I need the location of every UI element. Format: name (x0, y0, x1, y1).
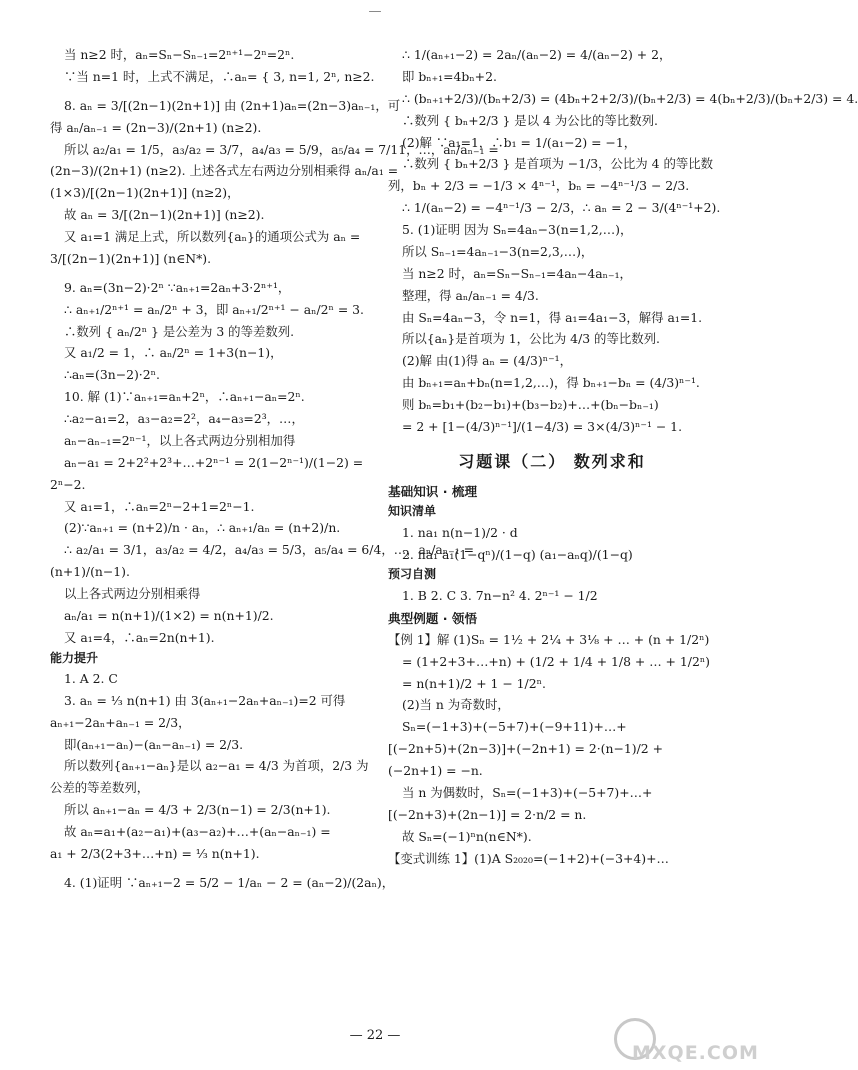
text-line: 由 bₙ₊₁=aₙ+bₙ(n=1,2,…)，得 bₙ₊₁−bₙ = (4/3)ⁿ⁻¹. (402, 375, 700, 391)
text-line: ∴ (bₙ₊₁+2/3)/(bₙ+2/3) = (4bₙ+2+2/3)/(bₙ+2/3) = 4(bₙ+2/3)/(bₙ+2/3) = 4. (402, 90, 858, 106)
text-line: 当 n≥2 时，aₙ=Sₙ−Sₙ₋₁=4aₙ−4aₙ₋₁， (402, 265, 632, 281)
watermark-logo (612, 1014, 759, 1064)
section-heading: 习题课（二） 数列求和 (458, 451, 646, 471)
text-line: ∴数列 { bₙ+2/3 } 是以 4 为公比的等比数列. (402, 112, 658, 128)
page-number: — 22 — (349, 1028, 401, 1043)
text-line: 3. aₙ = ⅓ n(n+1) 由 3(aₙ₊₁−2aₙ+aₙ₋₁)=2 可得 (64, 692, 346, 708)
example-line: (2)当 n 为奇数时， (402, 697, 510, 713)
text-line: ∴a₂−a₁=2，a₃−a₂=2²，a₄−a₃=2³，…， (64, 411, 304, 426)
text-line: 又 a₁=4，∴aₙ=2n(n+1). (64, 629, 215, 645)
text-line: 整理，得 aₙ/aₙ₋₁ = 4/3. (402, 287, 539, 303)
top-mark: — (368, 4, 382, 19)
example-line: 【例 1】解 (1)Sₙ = 1½ + 2¼ + 3⅛ + … + (n + 1/2ⁿ) (388, 631, 710, 647)
text-line: 所以{aₙ}是首项为 1，公比为 4/3 的等比数列. (402, 331, 660, 347)
text-line: 即 bₙ₊₁=4bₙ+2. (402, 68, 497, 84)
example-line: 【变式训练 1】(1)A S₂₀₂₀=(−1+2)+(−3+4)+… (388, 850, 669, 866)
text-line: 所以 a₂/a₁ = 1/5，a₃/a₂ = 3/7，a₄/a₃ = 5/9，a₅/a₄ = 7/11，…，aₙ/aₙ₋₁ = (64, 141, 499, 157)
text-line: 列，bₙ + 2/3 = −1/3 × 4ⁿ⁻¹，bₙ = −4ⁿ⁻¹/3 − 2/3. (388, 178, 690, 194)
text-line: 4. (1)证明 ∵aₙ₊₁−2 = 5/2 − 1/aₙ − 2 = (aₙ−2)/(2aₙ)， (64, 874, 395, 890)
text-line: (2n−3)/(2n+1) (n≥2). 上述各式左右两边分别相乘得 aₙ/a₁ = (50, 163, 399, 179)
text-line: ∴ aₙ₊₁/2ⁿ⁺¹ = aₙ/2ⁿ + 3，即 aₙ₊₁/2ⁿ⁺¹ − aₙ/2ⁿ = 3. (64, 301, 364, 317)
text-line: 当 n≥2 时，aₙ=Sₙ−Sₙ₋₁=2ⁿ⁺¹−2ⁿ=2ⁿ. (64, 47, 295, 62)
example-line: [(−2n+3)+(2n−1)] = 2·n/2 = n. (388, 806, 587, 822)
text-line: 又 a₁=1 满足上式，所以数列{aₙ}的通项公式为 aₙ = (64, 229, 361, 244)
text-line: (2)解 由(1)得 aₙ = (4/3)ⁿ⁻¹， (402, 353, 573, 369)
text-line: 所以 aₙ₊₁−aₙ = 4/3 + 2/3(n−1) = 2/3(n+1). (64, 802, 331, 818)
examples-heading: 典型例题 · 领悟 (388, 610, 478, 626)
example-line: = n(n+1)/2 + 1 − 1/2ⁿ. (402, 675, 546, 691)
text-line: 故 aₙ = 3/[(2n−1)(2n+1)] (n≥2). (64, 207, 265, 223)
text-line: 即(aₙ₊₁−aₙ)−(aₙ−aₙ₋₁) = 2/3. (64, 736, 244, 752)
text-line: 又 a₁=1，∴aₙ=2ⁿ−2+1=2ⁿ−1. (64, 498, 255, 514)
knowledge-item: 2. na₁ a₁(1−qⁿ)/(1−q) (a₁−aₙq)/(1−q) (402, 546, 633, 562)
example-line: = (1+2+3+…+n) + (1/2 + 1/4 + 1/8 + … + 1/2ⁿ) (402, 653, 711, 669)
text-line: (2)解 ∵a₁=1，∴b₁ = 1/(a₁−2) = −1， (402, 134, 637, 150)
example-line: 当 n 为偶数时，Sₙ=(−1+3)+(−5+7)+…+ (402, 784, 653, 800)
example-line: Sₙ=(−1+3)+(−5+7)+(−9+11)+…+ (402, 719, 627, 735)
text-line: 所以 Sₙ₋₁=4aₙ₋₁−3(n=2,3,…)， (402, 243, 594, 259)
text-line: ∴ 1/(aₙ₊₁−2) = 2aₙ/(aₙ−2) = 4/(aₙ−2) + 2， (402, 47, 672, 62)
text-line: 5. (1)证明 因为 Sₙ=4aₙ−3(n=1,2,…)， (402, 222, 633, 237)
watermark-text: MXQE.COM (632, 1042, 759, 1064)
text-line: 3/[(2n−1)(2n+1)] (n∈N*). (50, 250, 212, 266)
text-line: ∴ a₂/a₁ = 3/1，a₃/a₂ = 4/2，a₄/a₃ = 5/3，a₅/a₄ = 6/4，…，aₙ/aₙ₋₁ = (64, 542, 474, 558)
example-line: 故 Sₙ=(−1)ⁿn(n∈N*). (402, 828, 532, 844)
text-line: ∵当 n=1 时，上式不满足，∴aₙ= { 3, n=1, 2ⁿ, n≥2. (64, 68, 375, 84)
text-line: ∴数列 { aₙ/2ⁿ } 是公差为 3 的等差数列. (64, 323, 295, 339)
preview-answers: 1. B 2. C 3. 7n−n² 4. 2ⁿ⁻¹ − 1/2 (402, 587, 598, 603)
preview-heading: 预习自测 (388, 567, 437, 582)
text-line: aₙ₊₁−2aₙ+aₙ₋₁ = 2/3， (50, 714, 191, 730)
text-line: 则 bₙ=b₁+(b₂−b₁)+(b₃−b₂)+…+(bₙ−bₙ₋₁) (402, 397, 659, 412)
basics-heading: 基础知识 · 梳理 (388, 484, 478, 500)
text-line: ∴aₙ=(3n−2)·2ⁿ. (64, 367, 160, 383)
knowledge-list-heading: 知识清单 (388, 504, 437, 519)
text-line: ∴ 1/(aₙ−2) = −4ⁿ⁻¹/3 − 2/3，∴ aₙ = 2 − 3/(4ⁿ⁻¹+2). (402, 200, 721, 216)
knowledge-item: 1. na₁ n(n−1)/2 · d (402, 524, 518, 540)
subsection-heading: 能力提升 (50, 650, 99, 665)
text-line: 以上各式两边分别相乘得 (64, 586, 201, 601)
text-line: = 2 + [1−(4/3)ⁿ⁻¹]/(1−4/3) = 3×(4/3)ⁿ⁻¹ − 1. (402, 418, 683, 434)
text-line: 2ⁿ−2. (50, 476, 86, 492)
example-line: (−2n+1) = −n. (388, 763, 483, 779)
text-line: 1. A 2. C (64, 670, 118, 686)
example-line: [(−2n+5)+(2n−3)]+(−2n+1) = 2·(n−1)/2 + (388, 741, 663, 757)
text-line: 10. 解 (1)∵aₙ₊₁=aₙ+2ⁿ，∴aₙ₊₁−aₙ=2ⁿ. (64, 389, 305, 405)
text-line: aₙ−a₁ = 2+2²+2³+…+2ⁿ⁻¹ = 2(1−2ⁿ⁻¹)/(1−2) = (64, 454, 364, 470)
text-line: aₙ−aₙ₋₁=2ⁿ⁻¹，以上各式两边分别相加得 (64, 432, 296, 448)
text-line: (1×3)/[(2n−1)(2n+1)] (n≥2)， (50, 185, 240, 201)
text-line: 故 aₙ=a₁+(a₂−a₁)+(a₃−a₂)+…+(aₙ−aₙ₋₁) = (64, 824, 331, 840)
text-line: 又 a₁/2 = 1，∴ aₙ/2ⁿ = 1+3(n−1)， (64, 345, 283, 361)
text-line: aₙ/a₁ = n(n+1)/(1×2) = n(n+1)/2. (64, 607, 274, 623)
text-line: 得 aₙ/aₙ₋₁ = (2n−3)/(2n+1) (n≥2). (50, 119, 262, 135)
text-line: (2)∵aₙ₊₁ = (n+2)/n · aₙ，∴ aₙ₊₁/aₙ = (n+2)/n. (64, 520, 341, 536)
text-line: 由 Sₙ=4aₙ−3，令 n=1，得 a₁=4a₁−3，解得 a₁=1. (402, 309, 703, 325)
text-line: a₁ + 2/3(2+3+…+n) = ⅓ n(n+1). (50, 845, 260, 861)
text-line: 8. aₙ = 3/[(2n−1)(2n+1)] 由 (2n+1)aₙ=(2n−3)aₙ₋₁，可 (64, 97, 401, 113)
text-line: 所以数列{aₙ₊₁−aₙ}是以 a₂−a₁ = 4/3 为首项，2/3 为 (64, 758, 369, 774)
text-line: ∴数列 { bₙ+2/3 } 是首项为 −1/3，公比为 4 的等比数 (402, 156, 714, 172)
text-line: 公差的等差数列， (50, 780, 150, 796)
right-column (388, 44, 858, 869)
text-line: 9. aₙ=(3n−2)·2ⁿ ∵aₙ₊₁=2aₙ+3·2ⁿ⁺¹， (64, 279, 291, 295)
text-line: (n+1)/(n−1). (50, 564, 130, 580)
